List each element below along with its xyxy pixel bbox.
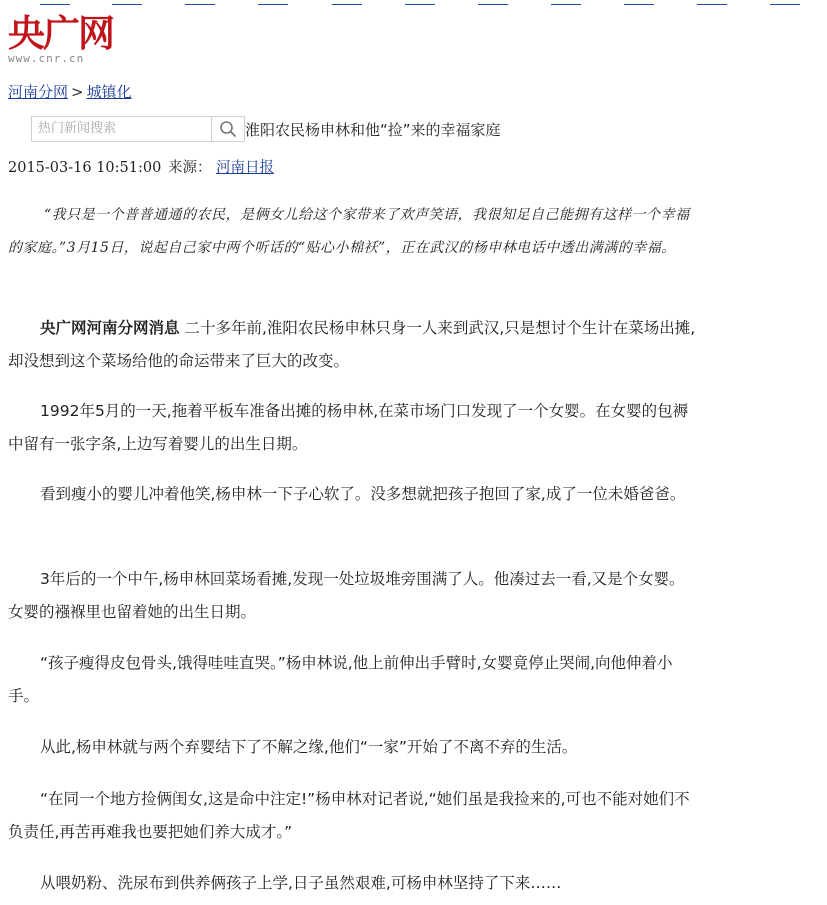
nav-item[interactable] [770, 0, 800, 5]
publish-date: 2015-03-16 10:51:00 [8, 160, 162, 176]
article-paragraph [8, 478, 698, 511]
intro-paragraph: “我只是一个普普通通的农民，是俩女儿给这个家带来了欢声笑语，我很知足自己能拥有这样一个幸福的家庭。”3月15日，说起自己家中两个听话的“贴心小棉袄”，正在武汉的杨申林电话中透出满满的幸福。 [8, 207, 690, 256]
breadcrumb-separator: > [71, 83, 84, 101]
nav-item[interactable] [112, 0, 142, 5]
paragraph-text: 1992年5月的一天,拖着平板车准备出摊的杨申林,在菜市场门口发现了一个女婴。在女婴的包褥中留有一张字条,上边写着婴儿的出生日期。 [8, 402, 689, 453]
nav-item[interactable] [185, 0, 215, 5]
nav-item[interactable] [697, 0, 727, 5]
site-logo[interactable] [8, 14, 113, 65]
article-paragraph [8, 312, 698, 378]
breadcrumb-home-link[interactable]: 河南分网 [8, 83, 69, 101]
search-button[interactable] [211, 117, 244, 141]
lead-label: 央广网河南分网消息 [40, 319, 180, 337]
article-paragraph [8, 395, 698, 461]
search-icon [219, 120, 237, 138]
nav-item[interactable] [40, 0, 70, 5]
top-nav-bar [0, 0, 827, 6]
paragraph-text: 看到瘦小的婴儿冲着他笑,杨申林一下子心软了。没多想就把孩子抱回了家,成了一位未婚爸爸。 [40, 485, 686, 503]
nav-item[interactable] [624, 0, 654, 5]
paragraph-text: 3年后的一个中午,杨申林回菜场看摊,发现一处垃圾堆旁围满了人。他凑过去一看,又是个女婴。女婴的襁褓里也留着她的出生日期。 [8, 570, 685, 621]
nav-item[interactable] [551, 0, 581, 5]
article-paragraph [8, 783, 698, 849]
breadcrumb-section-link[interactable]: 城镇化 [86, 83, 132, 101]
logo-url: www.cnr.cn [8, 52, 85, 65]
logo-text: 央广网 [8, 12, 113, 55]
article-title: 淮阳农民杨申林和他“捡”来的幸福家庭 [245, 121, 501, 139]
paragraph-text: “孩子瘦得皮包骨头,饿得哇哇直哭。”杨申林说,他上前伸出手臂时,女婴竟停止哭闹,向他伸着小手。 [8, 654, 673, 705]
nav-item[interactable] [258, 0, 288, 5]
source-link[interactable]: 河南日报 [216, 160, 275, 176]
article-paragraph [8, 647, 698, 713]
paragraph-text: 从此,杨申林就与两个弃婴结下了不解之缘,他们“一家”开始了不离不弃的生活。 [40, 738, 578, 756]
nav-item[interactable] [478, 0, 508, 5]
article-intro [8, 199, 698, 265]
nav-item[interactable] [405, 0, 435, 5]
nav-item[interactable] [332, 0, 362, 5]
breadcrumb [8, 81, 132, 102]
search-input[interactable] [32, 117, 222, 139]
article-meta [8, 156, 274, 177]
article-paragraph [8, 867, 698, 900]
paragraph-text: 二十多年前,淮阳农民杨申林只身一人来到武汉,只是想讨个生计在菜场出摊,却没想到这个菜场给他的命运带来了巨大的改变。 [8, 319, 696, 370]
source-label: 来源： [167, 160, 212, 176]
article-paragraph [8, 731, 698, 764]
paragraph-text: “在同一个地方捡俩闺女,这是命中注定!”杨申林对记者说,“她们虽是我捡来的,可也不能对她们不负责任,再苦再难我也要把她们养大成才。” [8, 790, 690, 841]
article-paragraph [8, 563, 698, 629]
paragraph-text: 从喂奶粉、洗尿布到供养俩孩子上学,日子虽然艰难,可杨申林坚持了下来…… [40, 874, 562, 892]
search-box [31, 116, 245, 142]
